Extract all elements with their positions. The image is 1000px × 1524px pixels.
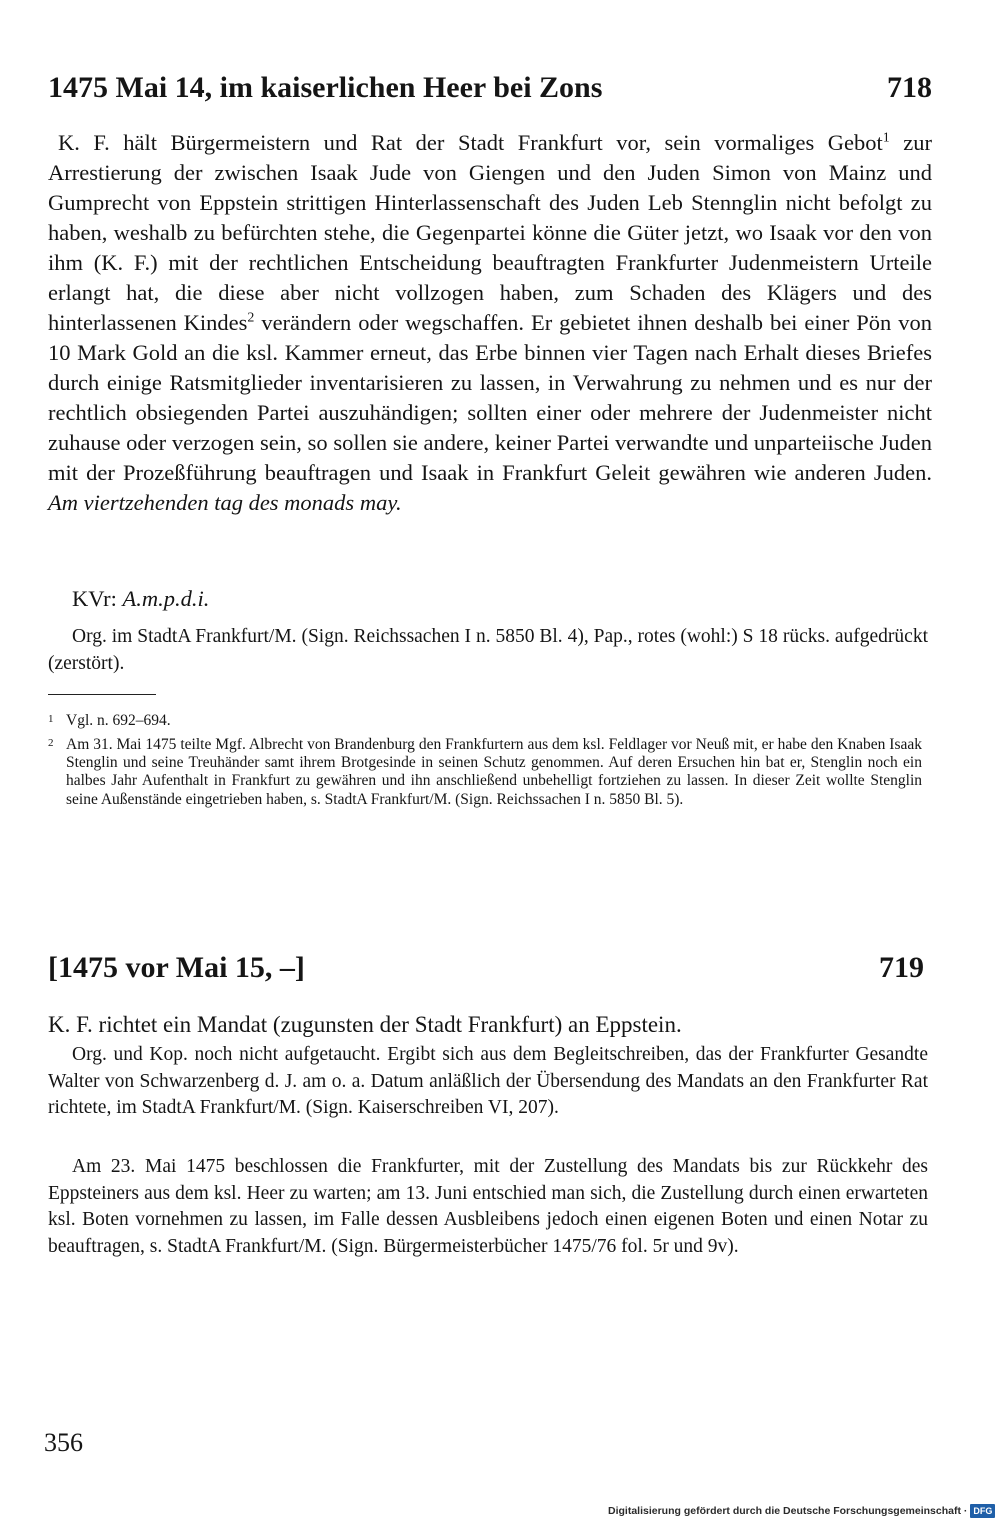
footnote-ref-1: 1 [882,130,890,146]
entry-719-heading [48,950,924,986]
page-number: 356 [44,1428,83,1457]
dfg-logo: DFG [970,1504,995,1518]
footnote-1 [48,712,922,730]
entry-718-regest [48,128,932,518]
entry-719-note-1: Org. und Kop. noch nicht aufgetaucht. Ergibt sich aus dem Begleitschreiben, das der Frankfurter Gesandte Walter von Schwarzenberg d. J. am o. a. Datum anläßlich der Übersendung des Mandats an den Frankfurter Rat richtete, im StadtA Frankfurt/M. (Sign. Kaiserschreiben VI, 207). [48,1044,928,1118]
footnote-1-text: Vgl. n. 692–694. [66,712,171,729]
entry-718-title: 1475 Mai 14, im kaiserlichen Heer bei Zons [48,71,603,104]
entry-719-title: [1475 vor Mai 15, –] [48,951,305,984]
footnote-2-text: Am 31. Mai 1475 teilte Mgf. Albrecht von Brandenburg den Frankfurtern aus dem ksl. Feldlager vor Neuß mit, er habe den Knaben Isaak Stenglin und seine Treuhänder samt ihrem Brotgesinde in seinen Schutz genommen. Auf deren Ersuchen hin bat er, Stenglin noch ein halbes Jahr Aufenthalt in Frankfurt zu gewähren und ihn anschließend unbehelligt fortziehen zu lassen. In dieser Zeit wollte Stenglin seine Außenstände eingetrieben haben, s. StadtA Frankfurt/M. (Sign. Reichssachen I n. 5850 Bl. 5). [66,736,922,808]
regest-text-part-3: verändern oder wegschaffen. Er gebietet ihnen deshalb bei einer Pön von 10 Mark Gold an die ksl. Kammer erneut, das Erbe binnen vier Tagen nach Erhalt dieses Briefes durch einige Ratsmitglieder inventarisieren zu lassen, in Verwahrung zu nehmen und es nur der rechtlich obsiegenden Partei auszuhändigen; sollten einer oder mehrere der Judenmeister nicht zuhause oder verzogen sein, so sollen sie andere, keiner Partei verwandte und unparteiische Juden mit der Prozeßführung beauftragen und Isaak in Frankfurt Geleit gewähren wie anderen Juden. [48,310,933,485]
footnote-ref-2: 2 [247,310,255,326]
dfg-credit-text: Digitalisierung gefördert durch die Deutsche Forschungsgemeinschaft · [608,1505,968,1517]
footnote-2-number: 2 [48,737,54,749]
kvr-value: A.m.p.d.i. [122,586,210,611]
entry-719-note-2: Am 23. Mai 1475 beschlossen die Frankfurter, mit der Zustellung des Mandats bis zur Rückkehr des Eppsteiners aus dem ksl. Heer zu warten; am 13. Juni entschied man sich, die Zustellung durch einen erwarteten ksl. Boten vornehmen zu lassen, im Falle dessen Ausbleibens jedoch einen eigenen Boten und einen Notar zu beauftragen, s. StadtA Frankfurt/M. (Sign. Bürgermeisterbücher 1475/76 fol. 5r und 9v). [48,1156,928,1257]
regest-text-part-1: K. F. hält Bürgermeistern und Rat der Stadt Frankfurt vor, sein vormaliges Gebot [58,130,883,155]
entry-718-source: Org. im StadtA Frankfurt/M. (Sign. Reichssachen I n. 5850 Bl. 4), Pap., rotes (wohl:) S 18 rücks. aufgedrückt (zerstört). [48,626,928,674]
entry-718-heading [48,70,932,106]
regest-text-part-2: zur Arrestierung der zwischen Isaak Jude von Giengen und den Juden Simon von Mainz und Gumprecht von Eppstein strittigen Hinterlassenschaft des Juden Leb Stennglin nicht befolgt zu haben, weshalb zu befürchten stehe, die Gegenpartei könne die Güter jetzt, wo Isaak vor den von ihm (K. F.) mit der rechtlichen Entscheidung beauftragten Frankfurter Judenmeistern Urteile erlangt hat, die diese aber nicht vollzogen haben, zum Schaden des Klägers und des hinterlassenen Kindes [48,130,932,335]
kvr-label: KVr: [72,586,117,611]
footnote-1-number: 1 [48,713,54,725]
entry-719-regest: K. F. richtet ein Mandat (zugunsten der Stadt Frankfurt) an Eppstein. [48,1012,682,1037]
entry-718-number: 718 [887,71,932,104]
dfg-credit [608,1504,995,1518]
kvr-line [72,584,932,614]
entry-719-number: 719 [879,951,924,984]
footnote-2 [48,736,922,809]
footnote-divider [48,694,156,695]
date-quote: Am viertzehenden tag des monads may. [48,490,402,515]
